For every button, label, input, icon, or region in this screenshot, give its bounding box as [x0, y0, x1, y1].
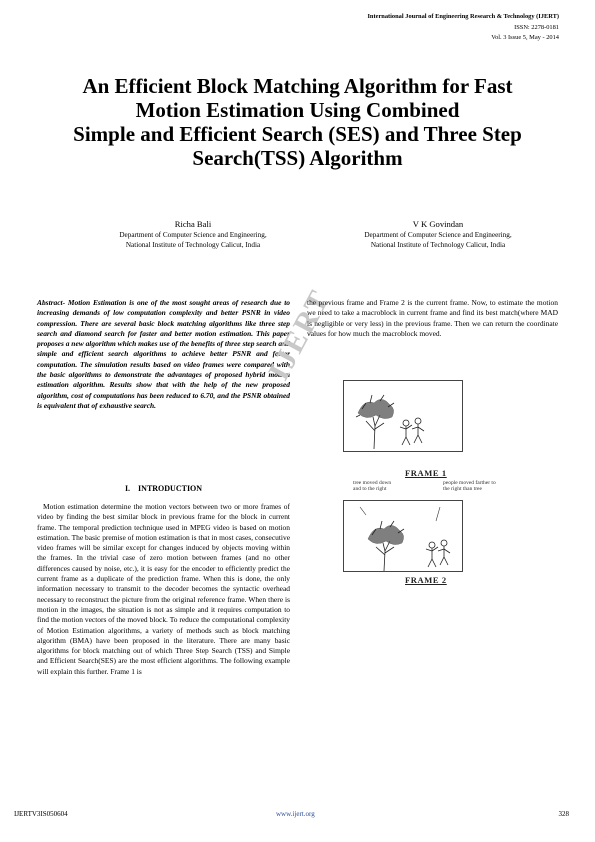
author-inst: National Institute of Technology Calicut, India [370, 240, 506, 249]
title-line: Motion Estimation Using Combined [135, 98, 460, 122]
author-dept: Department of Computer Science and Engineering, [364, 231, 512, 239]
figure [343, 380, 543, 590]
journal-name: International Journal of Engineering Research & Technology (IJERT) [367, 13, 559, 20]
right-column-text [307, 298, 558, 339]
volume-issue: Vol. 3 Issue 5, May - 2014 [491, 34, 559, 41]
frame2-label: FRAME 2 [405, 575, 447, 585]
title-line: An Efficient Block Matching Algorithm for Fast [82, 74, 513, 98]
abstract [37, 298, 290, 411]
introduction [37, 502, 290, 677]
author-block [318, 218, 558, 250]
watermark: IJERT [262, 284, 337, 386]
frame1-label: FRAME 1 [405, 468, 447, 478]
section-heading: I. INTRODUCTION [124, 484, 203, 493]
paper-title [20, 74, 575, 170]
author-name: V K Govindan [412, 219, 464, 229]
title-line: Simple and Efficient Search (SES) and Three Step [73, 122, 522, 146]
author-block [73, 218, 313, 250]
page-number: 328 [558, 810, 569, 818]
frame2-drawing [344, 501, 462, 571]
frame1-drawing [344, 381, 462, 451]
footer-website-link[interactable]: www.ijert.org [276, 810, 315, 818]
frame2-image [343, 500, 463, 572]
issn: ISSN: 2278-0181 [514, 23, 559, 31]
footer-paper-id: IJERTV3IS050604 [14, 810, 68, 818]
figure-note-left: tree moved down and to the right [353, 480, 392, 492]
right-text: the previous frame and Frame 2 is the current frame. Now, to estimate the motion we need to take a macroblock in current frame and find its best match(where MAD is negligible or very less) in the previous frame. Then we can return the coordinate values for how much the macroblock moved. [307, 298, 558, 338]
intro-text: Motion estimation determine the motion vectors between two or more frames of video by finding the best similar block in previous frame for the block in current frame. The temporal prediction technique used in MPEG video is based on motion estimation. The basic premise of motion estimation is that in most cases, consecutive video frames will be similar except for changes induced by objects moving within the frames. In the trivial case of zero motion between frames (and no other differences caused by noise, etc.), it is easy for the encoder to efficiently predict the current frame as a duplicate of the prediction frame. When this is done, the only information necessary to transmit to the decoder becomes the syntactic overhead necessary to reconstruct the picture from the original reference frame. When there is motion in the images, the situation is not as simple and it requires computation to find the motion vectors of the moved block. To reduce the computational complexity of Motion Estimation algorithms, a variety of methods such as block matching algorithm (BMA) have been proposed in the literature. There are many basic algorithms for block matching out of which Three Step Search (TSS) and Simple and Efficient Search(SES) are the most efficient algorithms. The following example will explain this further. Frame 1 is [37, 502, 290, 676]
figure-note-right: people moved farther to the right than tree [443, 480, 496, 492]
abstract-text: Abstract- Motion Estimation is one of the most sought areas of research due to increasing demands of low computation complexity and better PSNR in video compression. There are several basic block matching algorithms like three step search and diamond search for faster and better motion estimation. This paper proposes a new algorithm which makes use of the benefits of three step search and simple and efficient search algorithms to achieve better PSNR and faster computation. The simulation results based on video frames were compared with the basic algorithms to demonstrate the advantages of proposed hybrid motion estimation algorithm. Results show that with the help of the new proposed algorithm, cost of computations has been reduced to 6.70, and the PSNR obtained is equivalent that of exhaustive search. [37, 298, 290, 410]
title-line: Search(TSS) Algorithm [192, 146, 403, 170]
author-inst: National Institute of Technology Calicut, India [125, 240, 261, 249]
author-dept: Department of Computer Science and Engineering, [119, 231, 267, 239]
frame1-image [343, 380, 463, 452]
author-name: Richa Bali [174, 219, 212, 229]
journal-header [367, 12, 559, 44]
